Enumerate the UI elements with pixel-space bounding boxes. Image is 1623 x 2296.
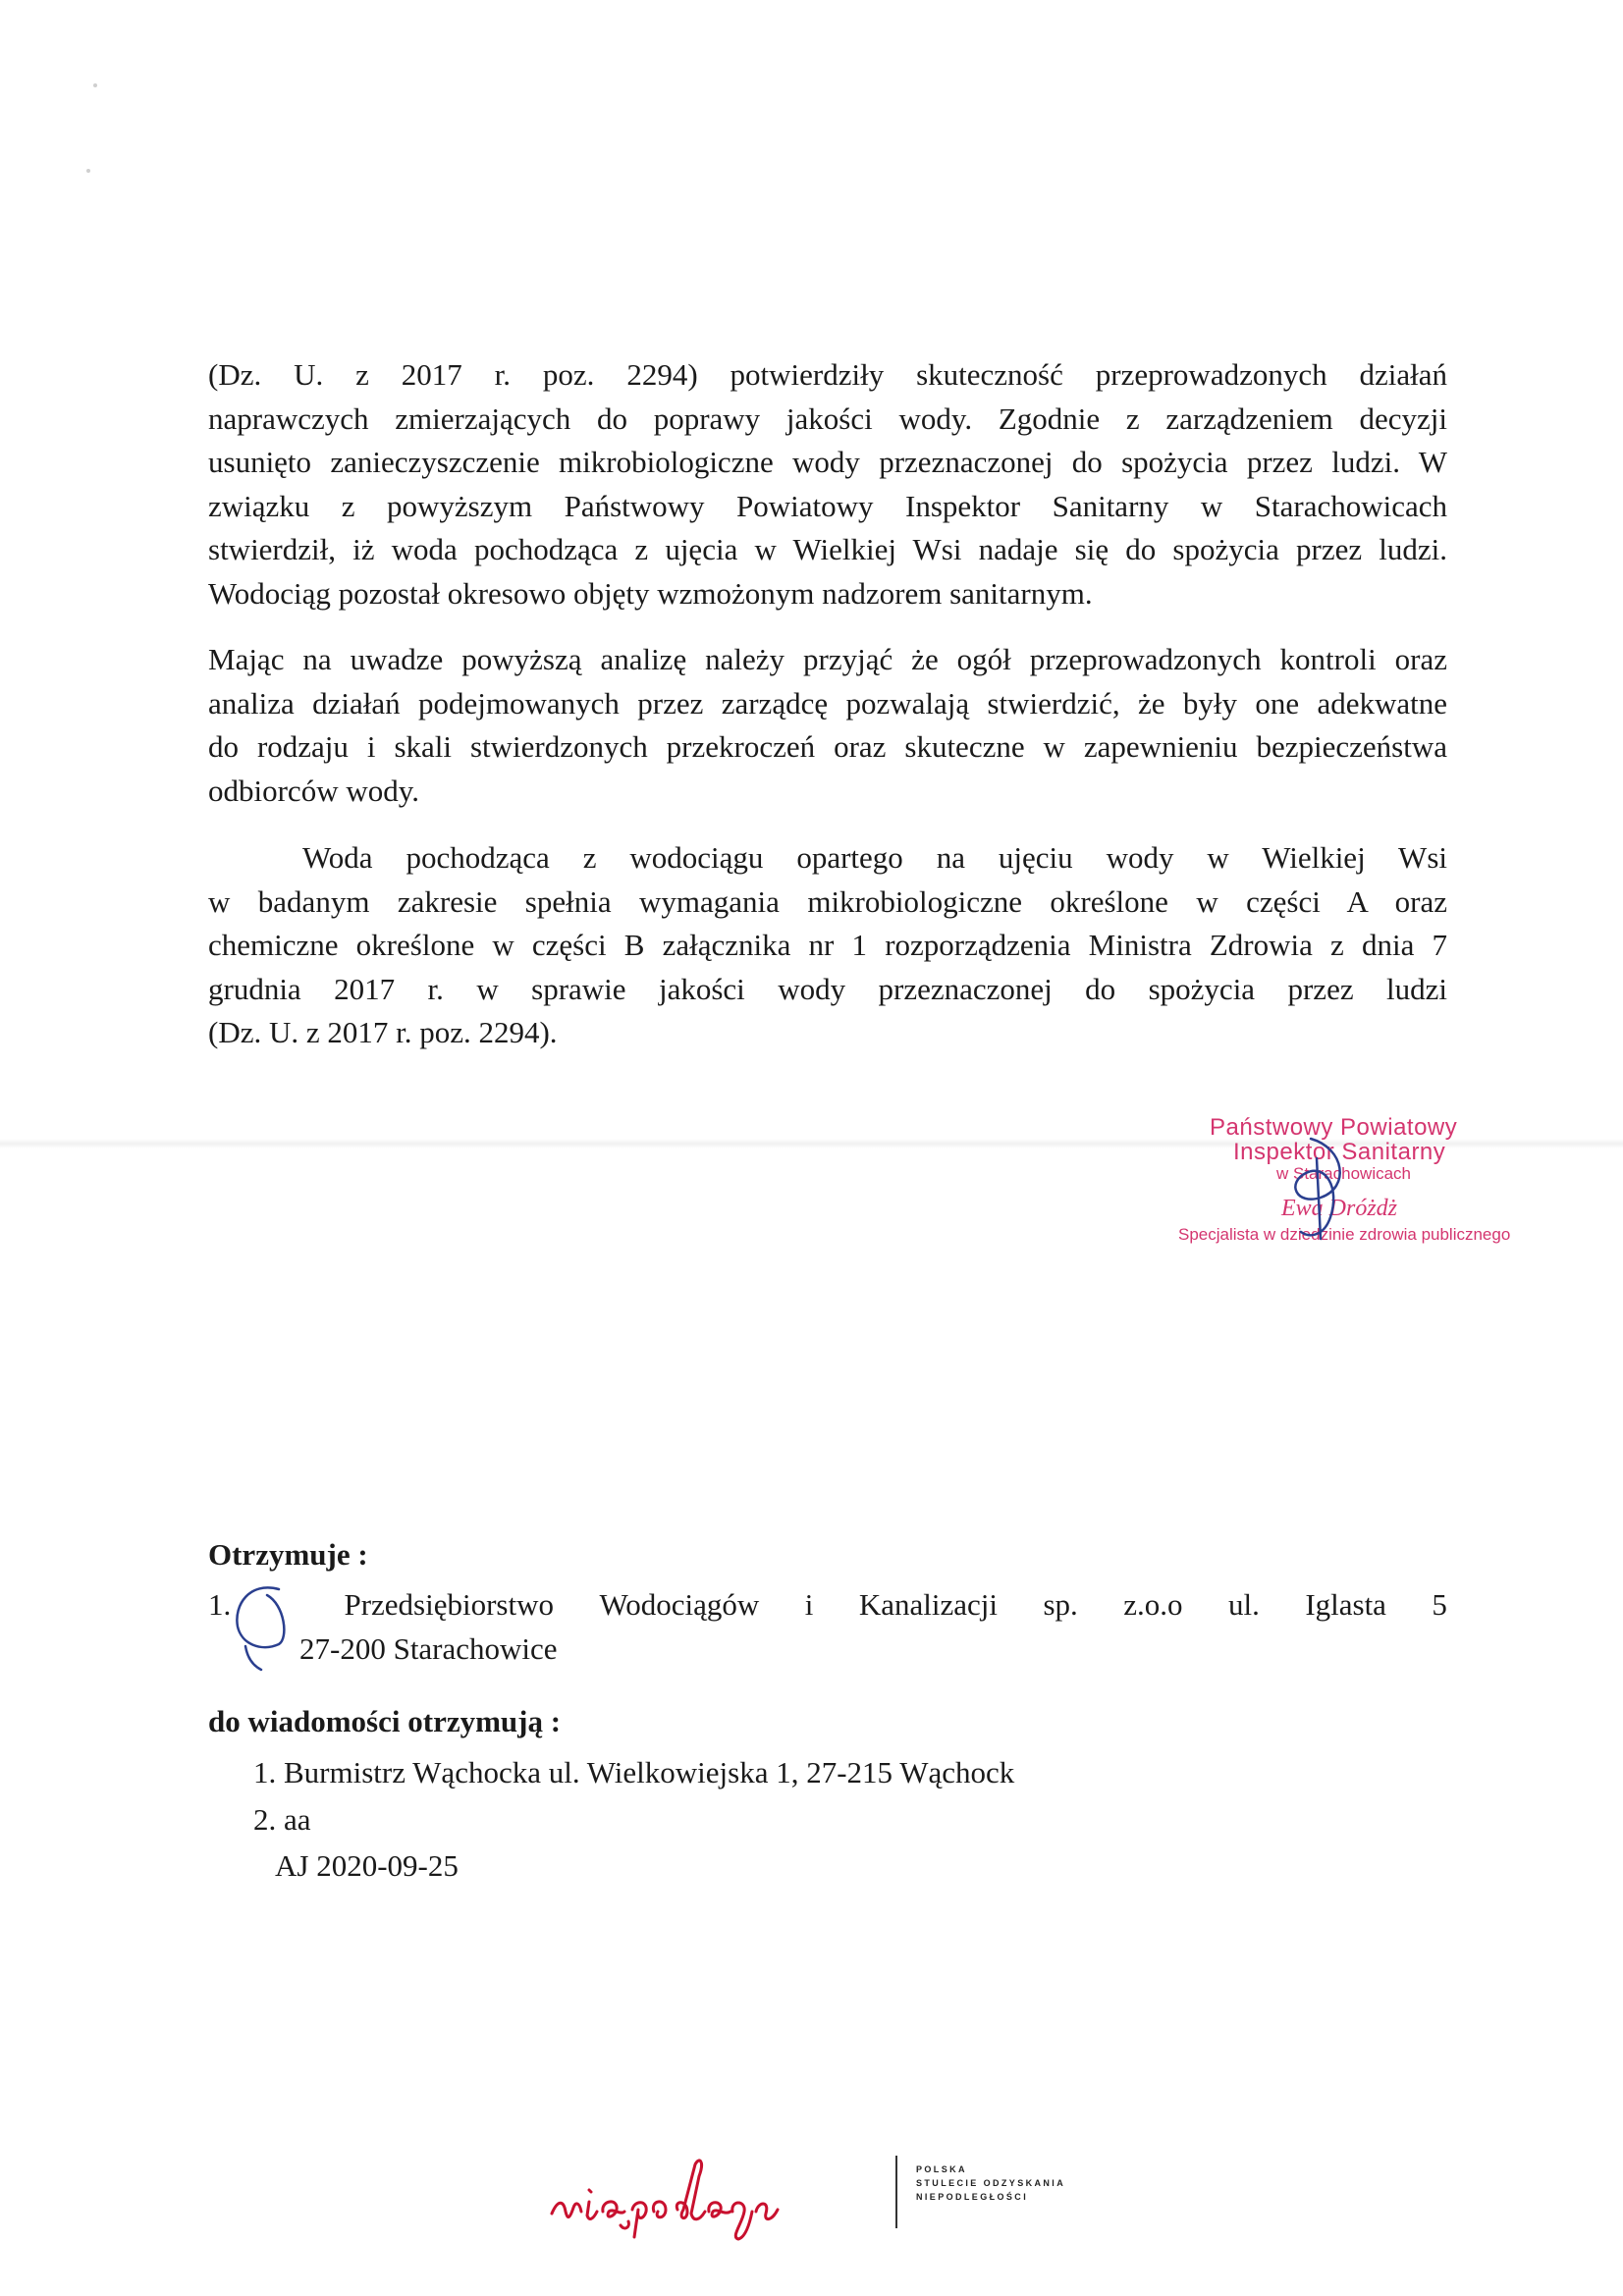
paragraph-conclusion [208,836,1447,1055]
stamp-name: Ewa Dróżdż [1281,1196,1398,1221]
text-line: Woda pochodząca z wodociągu opartego na ujęciu wody w Wielkiej Wsi [302,840,1447,875]
text-line: do rodzaju i skali stwierdzonych przekroczeń oraz skuteczne w zapewnieniu bezpieczeństwa [208,729,1447,765]
recipient-word: Wodociągów [599,1587,760,1622]
recipient-word: Kanalizacji [858,1587,998,1622]
recipient-1-address: 27-200 Starachowice [299,1631,558,1666]
text-line: stwierdził, iż woda pochodząca z ujęcia w Wielkiej Wsi nadaje się do spożycia przez ludzi. [208,532,1447,567]
text-line: (Dz. U. z 2017 r. poz. 2294). [208,1015,558,1050]
reference-date: AJ 2020-09-25 [275,1848,459,1883]
paragraph-decision-summary [208,353,1447,616]
recipient-word: 5 [1432,1587,1447,1622]
stamp-title: Specjalista w dziedzinie zdrowia publicznego [1178,1225,1511,1244]
text-line: Mając na uwadze powyższą analizę należy przyjąć że ogół przeprowadzonych kontroli oraz [208,642,1447,676]
logo-caption-line: STULECIE ODZYSKANIA [916,2178,1066,2188]
text-line: chemiczne określone w części B załącznika nr 1 rozporządzenia Ministra Zdrowia z dnia 7 [208,928,1447,963]
recipient-word: i [804,1587,814,1622]
text-line: w badanym zakresie spełnia wymagania mikrobiologiczne określone w części A oraz [208,883,1447,919]
cc-item: 2. aa [253,1802,311,1837]
text-line: (Dz. U. z 2017 r. poz. 2294) potwierdziły skuteczność przeprowadzonych działań [208,357,1447,392]
recipient-word: Iglasta [1305,1587,1386,1622]
text-line: Wodociąg pozostał okresowo objęty wzmożonym nadzorem sanitarnym. [208,575,1093,611]
recipient-word: Przedsiębiorstwo [344,1587,554,1622]
cc-item: 1. Burmistrz Wąchocka ul. Wielkowiejska 1, 27-215 Wąchock [253,1755,1015,1789]
scan-speck [86,169,90,173]
stamp-line-office: Państwowy Powiatowy [1210,1114,1458,1141]
stamp-line-city: w Starachowicach [1276,1164,1412,1183]
text-line: odbiorców wody. [208,773,419,808]
recipient-word: ul. [1227,1587,1260,1622]
logo-caption-line: POLSKA [916,2164,967,2174]
paragraph-analysis [208,638,1447,813]
logo-divider [895,2156,897,2228]
handwritten-signature [1252,1129,1380,1247]
text-line: związku z powyższym Państwowy Powiatowy Inspektor Sanitarny w Starachowicach [208,488,1447,523]
logo-caption [916,2163,1065,2204]
recipient-word: sp. [1043,1587,1078,1622]
text-line: naprawczych zmierzających do poprawy jakości wody. Zgodnie z zarządzeniem decyzji [208,400,1447,436]
stamp-line-role: Inspektor Sanitarny [1233,1139,1446,1165]
recipient-number: 1. [208,1587,232,1622]
recipients-heading: Otrzymuje : [208,1537,368,1572]
recipient-1 [208,1587,1447,1623]
text-line: usunięto zanieczyszczenie mikrobiologiczne wody przeznaczonej do spożycia przez ludzi. W [208,445,1447,480]
text-line: grudnia 2017 r. w sprawie jakości wody przeznaczonej do spożycia przez ludzi [208,971,1447,1006]
cc-heading: do wiadomości otrzymują : [208,1704,562,1738]
logo-caption-line: NIEPODLEGŁOŚCI [916,2192,1029,2202]
scan-speck [93,83,97,87]
text-line: analiza działań podejmowanych przez zarządcę pozwalają stwierdzić, że były one adekwatne [208,685,1447,721]
recipient-word: z.o.o [1123,1587,1183,1622]
